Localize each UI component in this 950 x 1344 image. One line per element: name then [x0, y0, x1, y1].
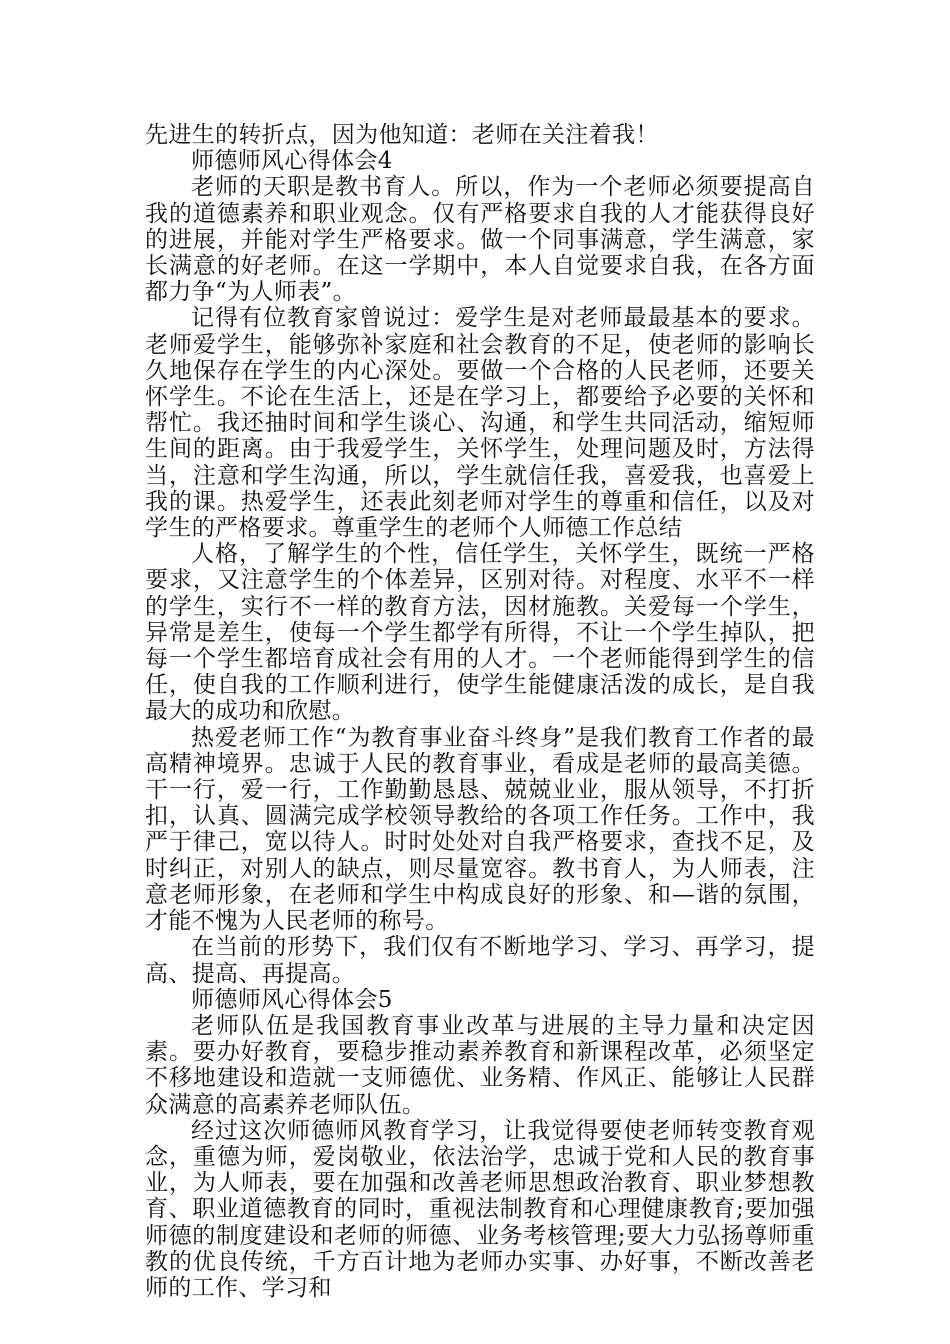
paragraph: 经过这次师德师风教育学习，让我觉得要使老师转变教育观念，重德为师，爱岗敬业，依法治学，忠诚于党和人民的教育事业，为人师表，要在加强和改善老师思想政治教育、职业梦想教育、职业道德教育的同时，重视法制教育和心理健康教育;要加强师德的制度建设和老师的师德、业务考核管理;要大力弘扬尊师重教的优良传统，千方百计地为老师办实事、办好事，不断改善老师的工作、学习和	[145, 1117, 815, 1301]
paragraph: 在当前的形势下，我们仅有不断地学习、学习、再学习，提高、提高、再提高。	[145, 934, 815, 987]
paragraph: 热爱老师工作“为教育事业奋斗终身”是我们教育工作者的最高精神境界。忠诚于人民的教育事业，看成是老师的最高美德。干一行，爱一行，工作勤勤恳恳、兢兢业业，服从领导，不打折扣，认真、圆满完成学校领导教给的各项工作任务。工作中，我严于律己，宽以待人。时时处处对自我严格要求，查找不足，及时纠正，对别人的缺点，则尽量宽容。教书育人，为人师表，注意老师形象，在老师和学生中构成良好的形象、和—谐的氛围，才能不愧为人民老师的称号。	[145, 724, 815, 935]
section-heading-4: 师德师风心得体会4	[191, 148, 393, 175]
paragraph: 老师队伍是我国教育事业改革与进展的主导力量和决定因素。要办好教育，要稳步推动素养教育和新课程改革，必须坚定不移地建设和造就一支师德优、业务精、作风正、能够让人民群众满意的高素养老师队伍。	[145, 1012, 815, 1118]
paragraph: 人格，了解学生的个性，信任学生，关怀学生，既统一严格要求，又注意学生的个体差异，区别对待。对程度、水平不一样的学生，实行不一样的教育方法，因材施教。关爱每一个学生，异常是差生，使每一个学生都学有所得，不让一个学生掉队，把每一个学生都培育成社会有用的人才。一个老师能得到学生的信任，使自我的工作顺利进行，使学生能健康活泼的成长，是自我最大的成功和欣慰。	[145, 541, 815, 725]
document-body	[145, 122, 815, 1301]
paragraph: 老师的天职是教书育人。所以，作为一个老师必须要提高自我的道德素养和职业观念。仅有严格要求自我的人才能获得良好的进展，并能对学生严格要求。做一个同事满意，学生满意，家长满意的好老师。在这一学期中，本人自觉要求自我，在各方面都力争“为人师表”。	[145, 174, 815, 306]
section-heading-5: 师德师风心得体会5	[191, 986, 393, 1013]
paragraph-continuation: 先进生的转折点，因为他知道：老师在关注着我！	[145, 122, 659, 148]
paragraph: 记得有位教育家曾说过：爱学生是对老师最最基本的要求。老师爱学生，能够弥补家庭和社会教育的不足，使老师的影响长久地保存在学生的内心深处。要做一个合格的人民老师，还要关怀学生。不论在生活上，还是在学习上，都要给予必要的关怀和帮忙。我还抽时间和学生谈心、沟通，和学生共同活动，缩短师生间的距离。由于我爱学生，关怀学生，处理问题及时，方法得当，注意和学生沟通，所以，学生就信任我，喜爱我，也喜爱上我的课。热爱学生，还表此刻老师对学生的尊重和信任，以及对学生的严格要求。尊重学生的老师个人师德工作总结	[145, 305, 815, 542]
